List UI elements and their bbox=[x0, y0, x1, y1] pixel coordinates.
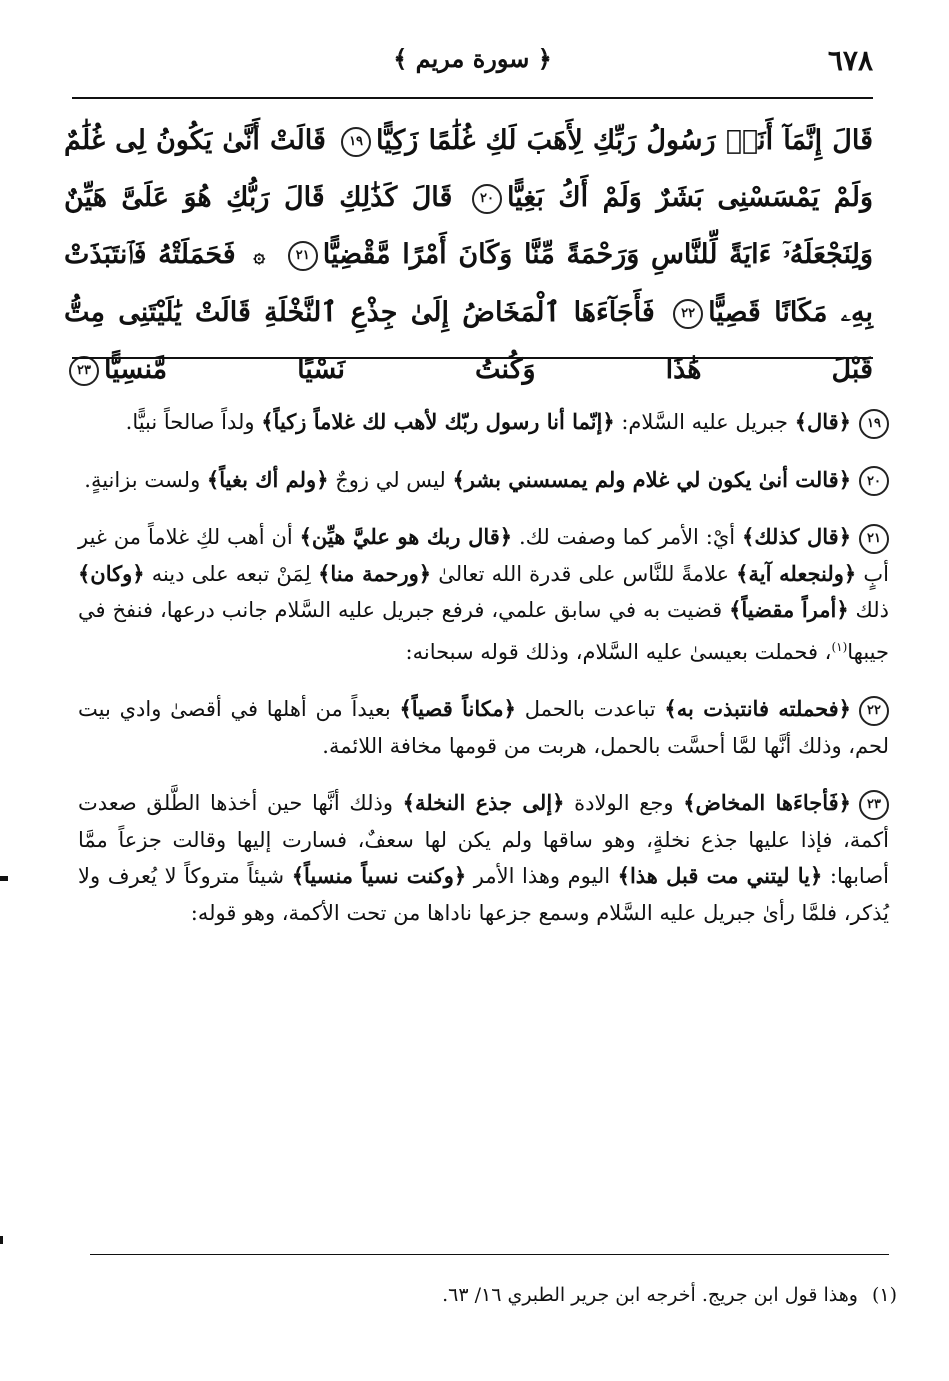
ayah-number-marker: ٢٣ bbox=[69, 356, 99, 386]
commentary-text: شيئاً متروكاً لا يُعرف ولا يُذكر، فلمَّا رأىٰ جبريل عليه السَّلام وسمع جزعها ناداها من تحت الأكمة، وهو قوله: bbox=[78, 864, 889, 925]
commentary-paragraph bbox=[78, 785, 889, 931]
commentary-paragraph bbox=[78, 404, 889, 441]
footnote bbox=[90, 1280, 897, 1310]
commentary-text: بعيداً من أهلها في أقصىٰ وادي بيت لحم، وذلك أنَّها لمَّا أحسَّت بالحمل، هربت من قومها مخافة اللائمة. bbox=[78, 697, 889, 758]
ayah-number-marker: ١٩ bbox=[859, 409, 889, 439]
footnote-number: (١) bbox=[871, 1284, 897, 1306]
ayah-number-marker: ٢٣ bbox=[859, 790, 889, 820]
quoted-verse-phrase: ﴿مكاناً قصياً﴾ bbox=[399, 696, 516, 721]
quoted-verse-phrase: ﴿ولنجعله آية﴾ bbox=[736, 560, 857, 586]
quoted-verse-phrase: ﴿فحملته فانتبذت به﴾ bbox=[664, 696, 851, 721]
scan-edge-mark bbox=[0, 876, 8, 881]
surah-title: ﴿ سورة مريم ﴾ bbox=[393, 44, 552, 73]
verse-text: قَالَ إِنَّمَآ أَنَا۠ رَسُولُ رَبِّكِ لِأَهَبَ لَكِ غُلَٰمًا زَكِيًّا bbox=[376, 125, 873, 156]
quoted-verse-phrase: ﴿إلى جذع النخلة﴾ bbox=[402, 790, 565, 815]
commentary-text: ولداً صالحاً نبيًّا. bbox=[125, 410, 262, 434]
verse-text: قَالَ كَذَٰلِكِ قَالَ رَبُّكِ هُوَ عَلَىَّ هَيِّنٌ وَلِنَجْعَلَهُۥٓ ءَايَةً لِّلنَّاسِ وَرَحْمَةً مِّنَّا وَكَانَ أَمْرًا مَّقْضِيًّا bbox=[64, 182, 873, 270]
commentary-text: تباعدت بالحمل bbox=[515, 697, 665, 721]
commentary-paragraph bbox=[78, 691, 889, 764]
tafsir-commentary bbox=[78, 404, 889, 1240]
quoted-verse-phrase: ﴿وكان﴾ bbox=[78, 560, 145, 586]
footnote-reference: (١) bbox=[831, 639, 848, 654]
quoted-verse-phrase: ﴿قال كذلك﴾ bbox=[742, 524, 852, 549]
ayah-number-marker: ٢١ bbox=[859, 524, 889, 554]
commentary-text: قضيت به في سابق علمي، فرفع جبريل عليه السَّلام جانب درعها، فنفخ في جيبها bbox=[78, 598, 889, 664]
verse-text: قَالَتْ أَنَّىٰ يَكُونُ لِى غُلَٰمٌ وَلَمْ يَمْسَسْنِى بَشَرٌ وَلَمْ أَكُ بَغِيًّا bbox=[64, 125, 873, 213]
commentary-paragraph bbox=[78, 519, 889, 670]
commentary-text: جبريل عليه السَّلام: bbox=[614, 410, 795, 434]
commentary-text: أن أهب لكِ غلاماً من غير أبٍ bbox=[78, 525, 889, 586]
section-divider bbox=[72, 357, 873, 359]
ayah-number-marker: ٢٠ bbox=[472, 184, 502, 214]
quoted-verse-phrase: ﴿قالت أنىٰ يكون لي غلام ولم يمسسني بشر﴾ bbox=[452, 466, 851, 492]
verse-text: فَحَمَلَتْهُ فَٱنتَبَذَتْ بِهِۦ مَكَانًا قَصِيًّا bbox=[64, 239, 873, 328]
ayah-number-marker: ٢٢ bbox=[673, 299, 703, 329]
commentary-text: لِمَنْ تبعه على دينه bbox=[144, 561, 319, 586]
page-header bbox=[72, 36, 873, 96]
ayah-number-marker: ٢١ bbox=[288, 241, 318, 271]
commentary-text: ولست بزانيةٍ. bbox=[84, 467, 207, 492]
header-divider bbox=[72, 97, 873, 99]
commentary-text: اليوم وهذا الأمر bbox=[466, 864, 618, 888]
footnote-text: وهذا قول ابن جريج. أخرجه ابن جرير الطبري ١٦/ ٦٣. bbox=[442, 1284, 858, 1306]
page-number: ٦٧٨ bbox=[827, 44, 873, 77]
commentary-text: علامةً للنَّاس على قدرة الله تعالىٰ bbox=[431, 561, 737, 586]
quoted-verse-phrase: ﴿ورحمة منا﴾ bbox=[318, 560, 432, 586]
quoted-verse-phrase: ﴿فَأجاءَها المخاض﴾ bbox=[683, 790, 851, 815]
ayah-number-marker: ١٩ bbox=[341, 127, 371, 157]
ayah-number-marker: ٢٢ bbox=[859, 696, 889, 726]
commentary-text: وذلك أنَّها حين أخذها الطَّلق صعدت أكمة، فإذا عليها جذع نخلةٍ، وهو ساقها ولم يكن لها سعفٌ، فسارت إليها وقالت جزعاً ممَّا أصابها: bbox=[78, 791, 889, 888]
commentary-text: أيْ: الأمر كما وصفت لك. bbox=[512, 525, 743, 549]
commentary-text: ، فحملت بعيسىٰ عليه السَّلام، وذلك قوله سبحانه: bbox=[405, 639, 832, 664]
ayah-number-marker: ٢٠ bbox=[859, 466, 889, 496]
commentary-text: ليس لي زوجٌ bbox=[328, 467, 453, 492]
quoted-verse-phrase: ﴿وكنت نسياً منسياً﴾ bbox=[291, 863, 467, 888]
quoted-verse-phrase: ﴿يا ليتني مت قبل هذا﴾ bbox=[617, 863, 823, 888]
quoted-verse-phrase: ﴿ولم أك بغياً﴾ bbox=[206, 466, 329, 492]
quoted-verse-phrase: ﴿أمراً مقضياً﴾ bbox=[729, 597, 849, 622]
scan-edge-mark bbox=[0, 1236, 3, 1244]
commentary-text: ذلك bbox=[848, 598, 890, 622]
hizb-star-icon: ۞ bbox=[253, 243, 266, 267]
quoted-verse-phrase: ﴿قال ربك هو عليَّ هيِّن﴾ bbox=[299, 524, 513, 549]
footnote-divider bbox=[90, 1254, 889, 1255]
commentary-text: وجع الولادة bbox=[564, 791, 684, 815]
verse-text: فَأَجَآءَهَا ٱلْمَخَاضُ إِلَىٰ جِذْعِ ٱلنَّخْلَةِ قَالَتْ يَٰلَيْتَنِى مِتُّ قَبْلَ هَٰذَا وَكُنتُ نَسْيًا مَّنسِيًّا bbox=[64, 297, 873, 385]
commentary-paragraph bbox=[78, 462, 889, 499]
quoted-verse-phrase: ﴿إنّما أنا رسول ربّك لأهب لك غلاماً زكياً﴾ bbox=[261, 409, 615, 434]
quoted-verse-phrase: ﴿قال﴾ bbox=[794, 409, 851, 434]
quran-text-block bbox=[64, 112, 873, 385]
